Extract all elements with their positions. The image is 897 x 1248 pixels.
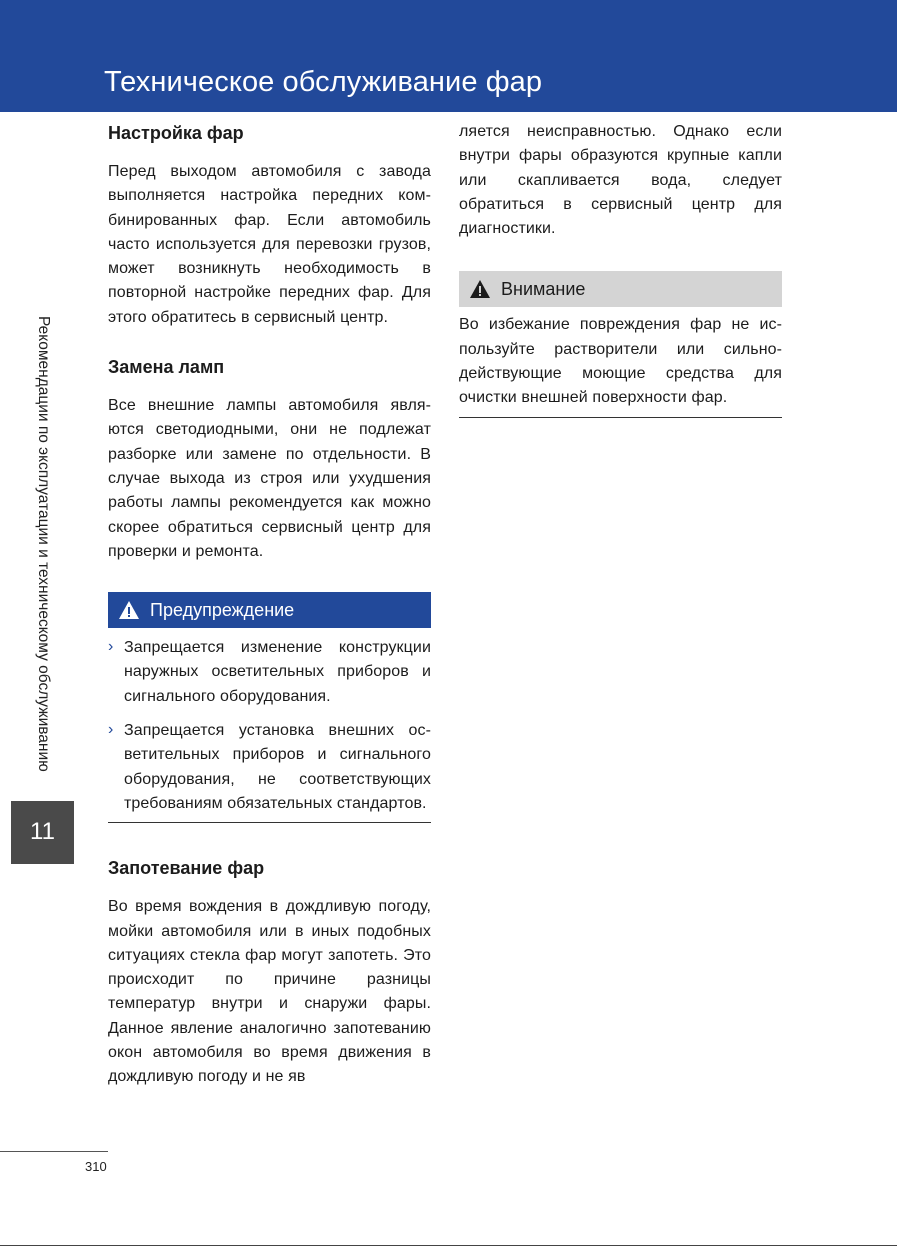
chapter-number: 11	[30, 818, 55, 845]
chapter-side-title: Рекомендации по эксплуатации и техническому обслуживанию	[35, 316, 52, 772]
caution-box-bottom-rule	[459, 417, 782, 418]
section-title-lamps: Замена ламп	[108, 357, 225, 378]
chevron-right-icon: ›	[108, 638, 114, 656]
page-header	[0, 0, 897, 112]
page-number: 310	[85, 1159, 107, 1174]
section-text-adjust: Перед выходом автомобиля с завода выполняется настройка передних комбинированных фар. Если автомобиль часто используется для перевозки грузов, может возникнуть необходимость в повторной настройке передних фар. Для этого обратитесь в сервисный центр.	[108, 163, 431, 326]
warning-box-title: Предупреждение	[150, 599, 295, 620]
warning-item-text: Запрещается изменение конструкции наружных осветительных приборов и сигнального оборудования.	[124, 639, 431, 705]
chevron-right-icon: ›	[108, 721, 114, 739]
caution-box-title: Внимание	[501, 278, 586, 299]
caution-box-header	[459, 271, 782, 307]
section-title-adjust: Настройка фар	[108, 123, 244, 143]
warning-item-text: Запрещается установка внешних осветительных приборов и сигнального оборудования, не соответствующих требованиям обязательных стандартов.	[124, 722, 431, 812]
page-bottom-rule	[0, 1245, 897, 1246]
warning-list	[108, 636, 431, 816]
section-text-fogging: Во время вождения в дождливую погоду, мойки автомобиля или в иных подобных ситуациях стекла фар могут запотеть. Это происходит по причине разницы температур внутри и снаружи фары. Данное явление аналогично запотеванию окон автомобиля во время движения в дождливую погоду и не яв	[108, 898, 431, 1086]
section-text-fogging-continued: ляется неисправностью. Однако если внутри фары образуются крупные капли или скапливается вода, следует обратиться в сервисный центр для диагностики.	[459, 123, 782, 238]
right-column	[459, 120, 782, 418]
section-text-lamps: Все внешние лампы автомобиля являются светодиодными, они не подлежат разборке или замене по отдельности. В случае выхода из строя или ухудшения работы лампы рекомендуется как можно скорее обратиться сервисный центр для проверки и ремонта.	[108, 397, 431, 560]
page-title: Техническое обслуживание фар	[104, 66, 543, 98]
left-column	[108, 120, 431, 1090]
list-item	[108, 719, 431, 816]
section-title-fogging: Запотевание фар	[108, 858, 265, 879]
caution-box-text: Во избежание повреждения фар не используйте растворители или сильнодействующие моющие средства для очистки внешней поверхности фар.	[459, 316, 782, 407]
warning-box-header	[108, 592, 431, 628]
warning-triangle-icon	[118, 600, 140, 620]
warning-triangle-icon	[469, 279, 491, 299]
chapter-number-tab	[11, 801, 74, 864]
footer-rule	[0, 1151, 108, 1152]
list-item	[108, 636, 431, 709]
